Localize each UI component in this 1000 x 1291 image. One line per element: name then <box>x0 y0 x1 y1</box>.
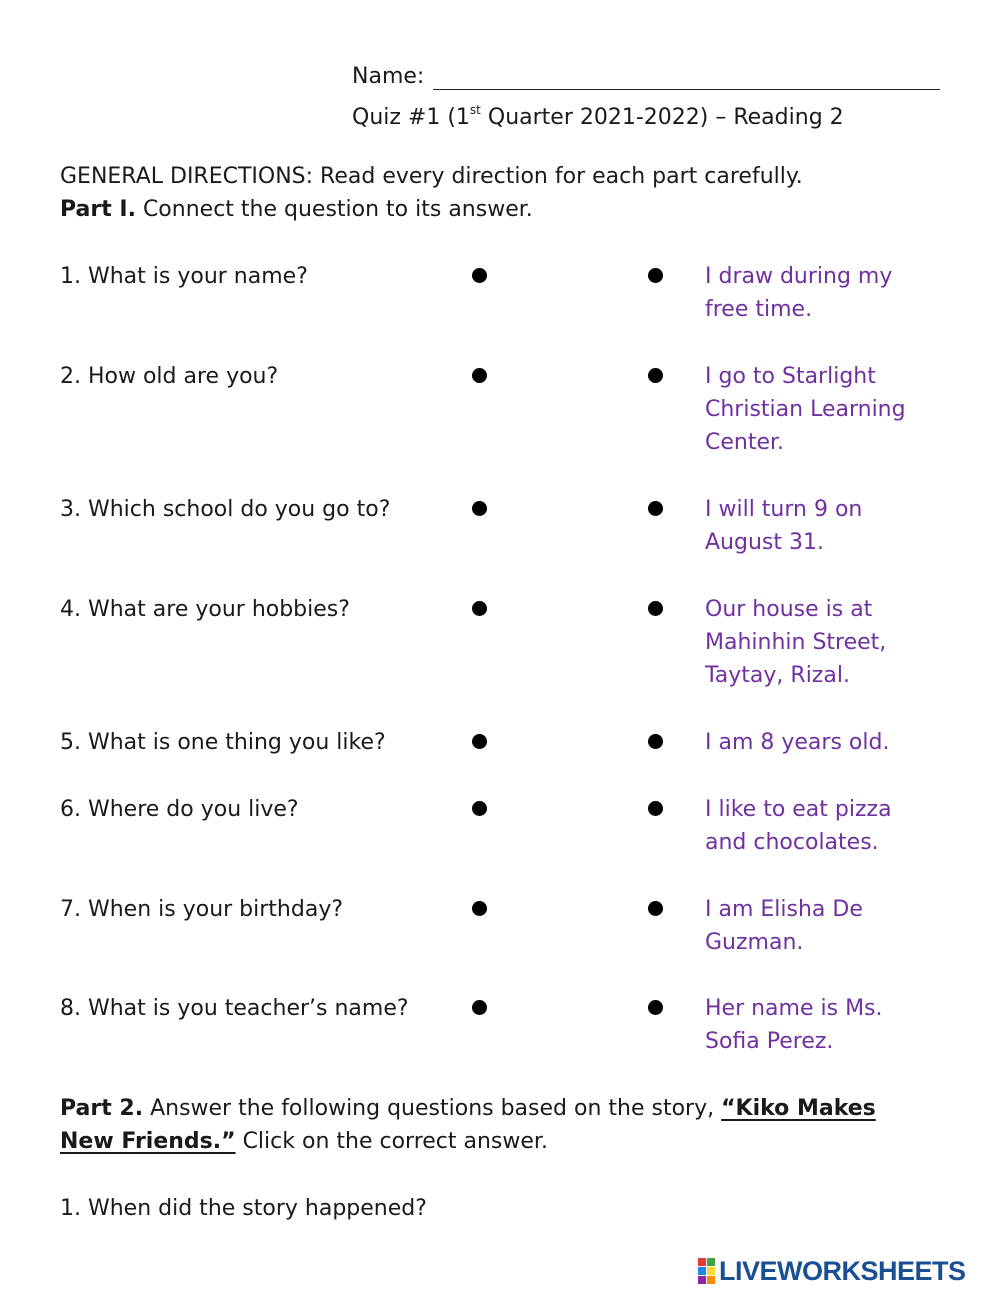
name-underline <box>433 89 940 90</box>
name-label: Name: <box>352 64 425 89</box>
answer-8-line2: Sofia Perez. <box>705 1029 834 1054</box>
answer-6-line1: I like to eat pizza <box>705 797 892 822</box>
icon-square <box>698 1267 706 1275</box>
quiz-title-prefix: Quiz #1 (1 <box>352 105 470 130</box>
question-7: 7. When is your birthday? <box>60 897 344 922</box>
answer-4-line1: Our house is at <box>705 597 873 622</box>
answer-7-line2: Guzman. <box>705 930 804 955</box>
story-title-line2: New Friends.” <box>60 1129 236 1154</box>
answer-5-line1: I am 8 years old. <box>705 730 890 755</box>
part2-question-1: 1. When did the story happened? <box>60 1196 427 1221</box>
question-4: 4. What are your hobbies? <box>60 597 350 622</box>
icon-square <box>698 1258 706 1266</box>
part1-instructions <box>60 193 533 226</box>
answer-1-line2: free time. <box>705 297 813 322</box>
quiz-title-suffix: Quarter 2021-2022) – Reading 2 <box>480 105 844 130</box>
icon-square <box>707 1276 715 1284</box>
answer-dot-7[interactable] <box>648 901 663 916</box>
question-8: 8. What is you teacher’s name? <box>60 996 409 1021</box>
liveworksheets-logo <box>698 1256 966 1286</box>
general-directions: GENERAL DIRECTIONS: Read every direction for each part carefully. <box>60 164 803 189</box>
question-2: 2. How old are you? <box>60 364 279 389</box>
question-5: 5. What is one thing you like? <box>60 730 386 755</box>
question-6: 6. Where do you live? <box>60 797 299 822</box>
icon-square <box>698 1276 706 1284</box>
question-1: 1. What is your name? <box>60 264 308 289</box>
part2-label: Part 2. <box>60 1096 144 1121</box>
part1-text: Connect the question to its answer. <box>135 197 533 222</box>
answer-dot-6[interactable] <box>648 801 663 816</box>
question-dot-6[interactable] <box>472 801 487 816</box>
answer-2-line1: I go to Starlight <box>705 364 876 389</box>
answer-dot-3[interactable] <box>648 501 663 516</box>
answer-6-line2: and chocolates. <box>705 830 879 855</box>
answer-2-line2: Christian Learning <box>705 397 906 422</box>
answer-dot-2[interactable] <box>648 368 663 383</box>
part2-text-after: Click on the correct answer. <box>235 1129 548 1154</box>
quiz-title <box>352 94 844 134</box>
question-dot-4[interactable] <box>472 601 487 616</box>
answer-dot-5[interactable] <box>648 734 663 749</box>
icon-square <box>707 1258 715 1266</box>
answer-dot-8[interactable] <box>648 1000 663 1015</box>
logo-text: LIVEWORKSHEETS <box>719 1255 966 1286</box>
question-dot-7[interactable] <box>472 901 487 916</box>
answer-3-line2: August 31. <box>705 530 824 555</box>
answer-3-line1: I will turn 9 on <box>705 497 863 522</box>
story-title-line1: “Kiko Makes <box>721 1096 876 1121</box>
answer-dot-4[interactable] <box>648 601 663 616</box>
question-3: 3. Which school do you go to? <box>60 497 391 522</box>
question-dot-2[interactable] <box>472 368 487 383</box>
question-dot-1[interactable] <box>472 268 487 283</box>
quiz-title-sup: st <box>469 103 481 117</box>
answer-dot-1[interactable] <box>648 268 663 283</box>
part1-label: Part I. <box>60 197 136 222</box>
question-dot-5[interactable] <box>472 734 487 749</box>
icon-square <box>707 1267 715 1275</box>
liveworksheets-icon <box>698 1258 715 1284</box>
answer-2-line3: Center. <box>705 430 785 455</box>
answer-7-line1: I am Elisha De <box>705 897 863 922</box>
answer-4-line3: Taytay, Rizal. <box>705 663 850 688</box>
question-dot-8[interactable] <box>472 1000 487 1015</box>
part2-instructions-line1 <box>60 1092 876 1125</box>
question-dot-3[interactable] <box>472 501 487 516</box>
answer-1-line1: I draw during my <box>705 264 893 289</box>
answer-4-line2: Mahinhin Street, <box>705 630 887 655</box>
part2-instructions-line2 <box>60 1125 548 1158</box>
answer-8-line1: Her name is Ms. <box>705 996 883 1021</box>
part2-text: Answer the following questions based on the story, <box>143 1096 722 1121</box>
